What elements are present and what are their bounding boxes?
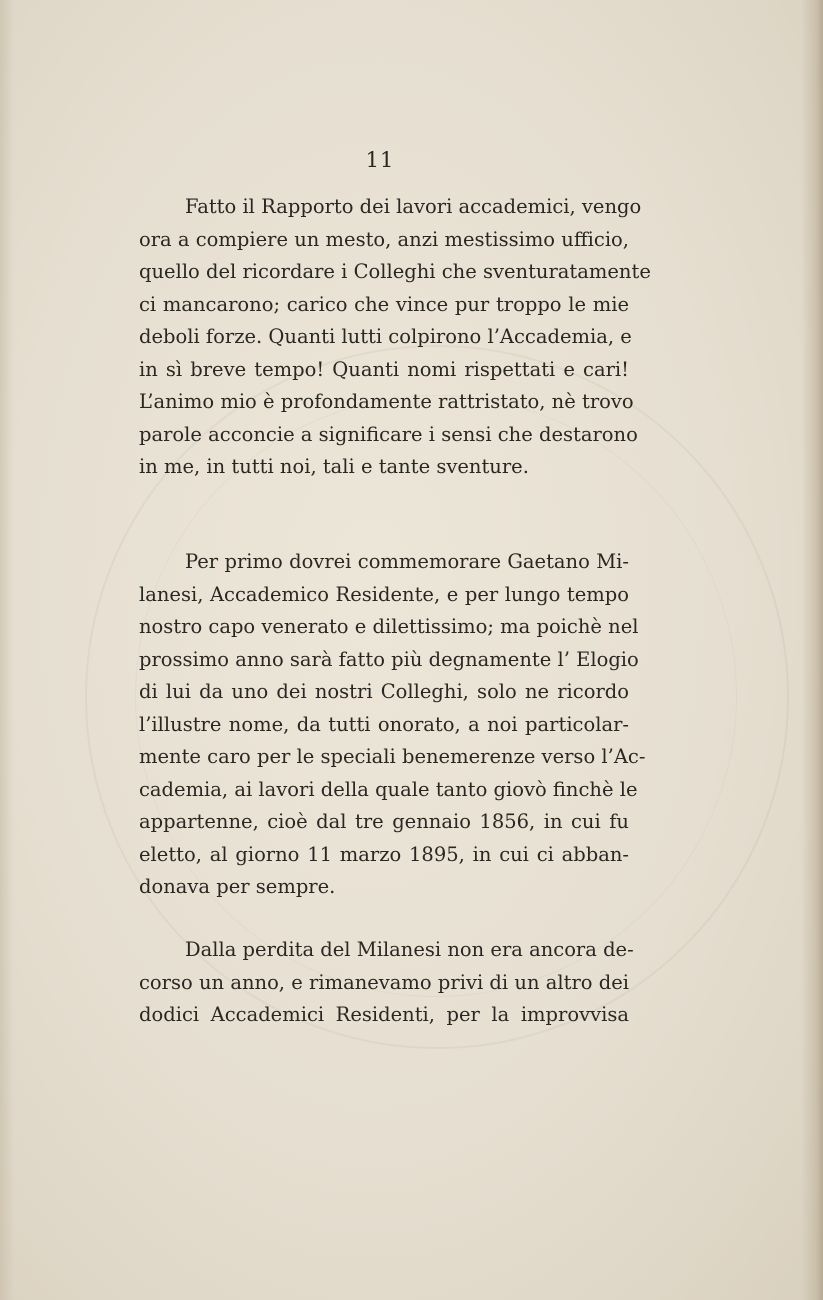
text-line: nostro capo venerato e dilettissimo; ma poichè nel [139, 615, 639, 638]
text-line: lanesi, Accademico Residente, e per lungo tempo [139, 582, 629, 606]
text-line: in me, in tutti noi, tali e tante sventure. [139, 455, 529, 478]
text-line: parole acconcie a significare i sensi che destarono [139, 422, 638, 446]
text-line: in sì breve tempo! Quanti nomi rispettati e cari! [139, 357, 629, 381]
text-line: l’illustre nome, da tutti onorato, a noi particolar- [139, 712, 629, 736]
text-line: donava per sempre. [139, 875, 336, 898]
paragraph-2 [139, 546, 646, 904]
text-line: L’animo mio è profondamente rattristato, nè trovo [139, 390, 634, 413]
text-line: ci mancarono; carico che vince pur troppo le mie [139, 292, 629, 316]
page-number: 11 [365, 148, 395, 172]
text-line: Dalla perdita del Milanesi non era ancora de- [185, 938, 634, 961]
text-line: Per primo dovrei commemorare Gaetano Mi- [185, 550, 629, 573]
paragraph-3 [139, 934, 634, 1032]
text-line: ora a compiere un mesto, anzi mestissimo ufficio, [139, 227, 629, 251]
text-line: mente caro per le speciali benemerenze verso l’Ac- [139, 745, 646, 768]
paragraph-1 [139, 191, 651, 484]
text-line: di lui da uno dei nostri Colleghi, solo ne ricordo [139, 680, 629, 703]
text-line: Fatto il Rapporto dei lavori accademici, vengo [185, 195, 642, 218]
text-line: eletto, al giorno 11 marzo 1895, in cui ci abban- [139, 842, 629, 866]
text-line: prossimo anno sarà fatto più degnamente l’ Elogio [139, 647, 639, 671]
text-line: appartenne, cioè dal tre gennaio 1856, in cui fu [139, 810, 629, 833]
text-line: dodici Accademici Residenti, per la improvvisa [139, 1003, 629, 1026]
page-right-shadow [801, 0, 823, 1300]
page-left-shadow [0, 0, 14, 1300]
text-line: quello del ricordare i Colleghi che sventuratamente [139, 260, 651, 283]
text-line: corso un anno, e rimanevamo privi di un altro dei [139, 970, 629, 994]
text-line: deboli forze. Quanti lutti colpirono l’Accademia, e [139, 325, 632, 348]
text-line: cademia, ai lavori della quale tanto giovò finchè le [139, 777, 638, 801]
